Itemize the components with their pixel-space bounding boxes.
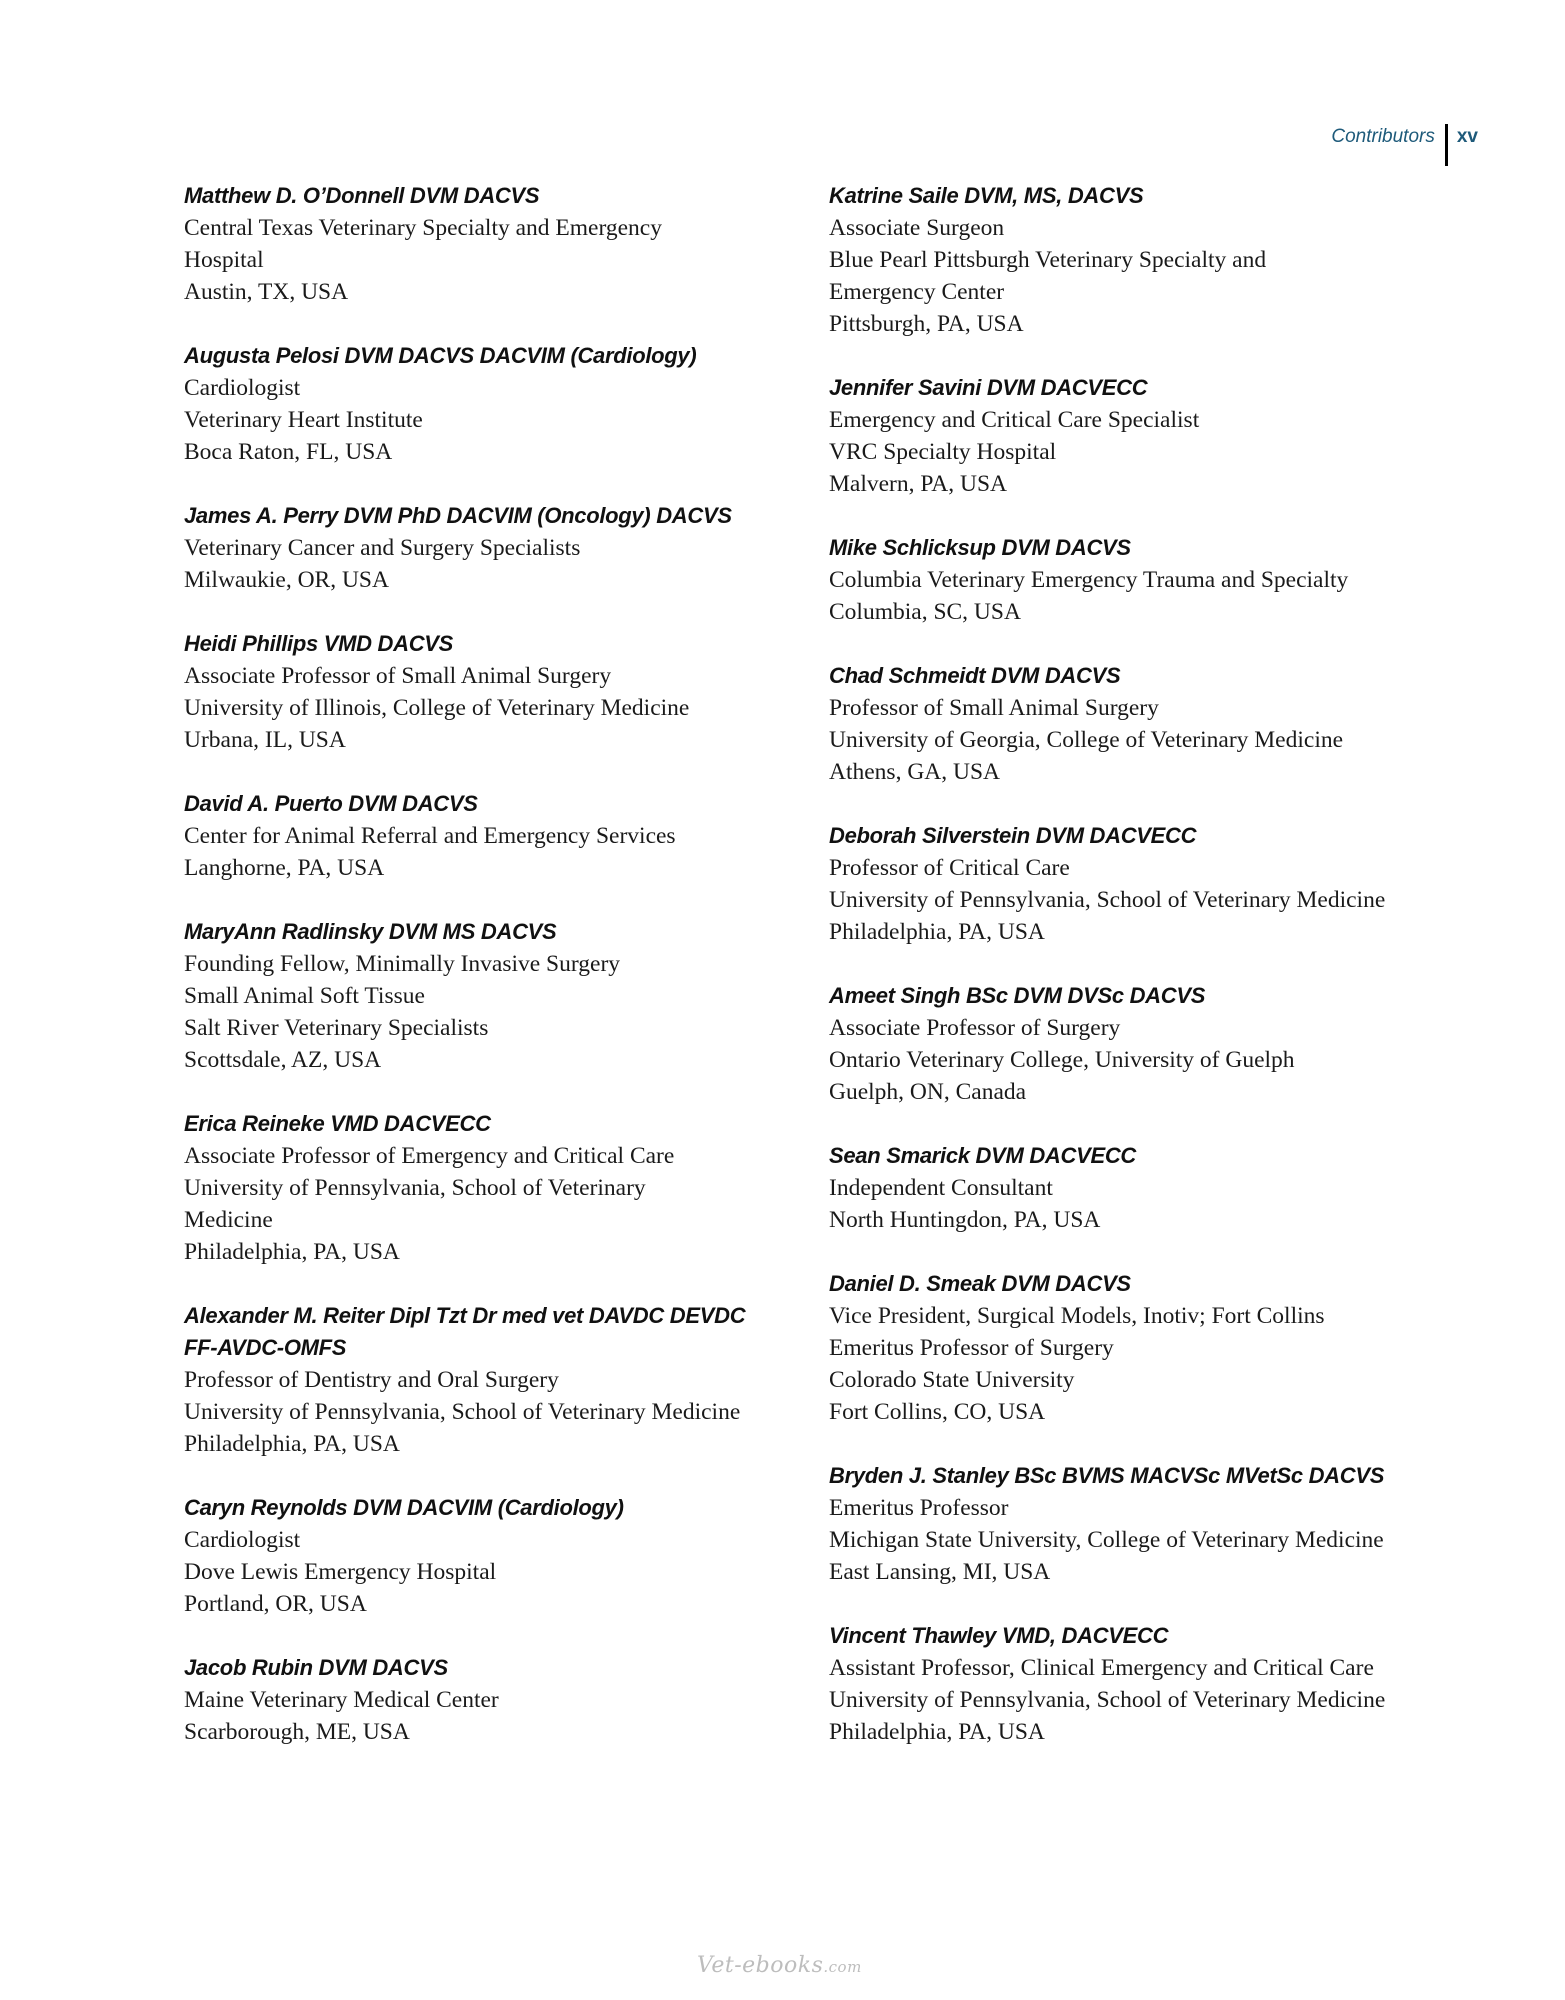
affiliation-line: Blue Pearl Pittsburgh Veterinary Specialty and — [829, 247, 1267, 273]
affiliation-line: University of Georgia, College of Veterinary Medicine — [829, 727, 1344, 753]
location-line: Scottsdale, AZ, USA — [184, 1047, 382, 1073]
location-line: Austin, TX, USA — [184, 279, 349, 305]
affiliation-line: Veterinary Cancer and Surgery Specialists — [184, 535, 581, 561]
contributor-entry — [184, 340, 804, 468]
contributor-entry — [184, 1492, 804, 1620]
location-line: North Huntingdon, PA, USA — [829, 1207, 1101, 1233]
contributors-left-column — [184, 180, 804, 1780]
location-line: Philadelphia, PA, USA — [184, 1431, 400, 1457]
contributor-entry — [184, 500, 804, 596]
section-title: Contributors — [1331, 126, 1435, 147]
affiliation-line: University of Illinois, College of Veterinary Medicine — [184, 695, 690, 721]
affiliation-line: Emeritus Professor — [829, 1495, 1009, 1521]
location-line: East Lansing, MI, USA — [829, 1559, 1051, 1585]
contributor-entry — [829, 820, 1459, 948]
affiliation-line: Cardiologist — [184, 1527, 301, 1553]
contributor-name: Katrine Saile DVM, MS, DACVS — [829, 183, 1144, 208]
contributor-name: MaryAnn Radlinsky DVM MS DACVS — [184, 919, 557, 944]
contributor-name: Jennifer Savini DVM DACVECC — [829, 375, 1148, 400]
contributor-name: Chad Schmeidt DVM DACVS — [829, 663, 1121, 688]
affiliation-line: Colorado State University — [829, 1367, 1075, 1393]
location-line: Philadelphia, PA, USA — [829, 919, 1045, 945]
contributor-name: Daniel D. Smeak DVM DACVS — [829, 1271, 1131, 1296]
location-line: Fort Collins, CO, USA — [829, 1399, 1046, 1425]
affiliation-line: University of Pennsylvania, School of Veterinary — [184, 1175, 646, 1201]
contributor-name: Deborah Silverstein DVM DACVECC — [829, 823, 1197, 848]
contributor-entry — [829, 1140, 1459, 1236]
affiliation-line: Professor of Critical Care — [829, 855, 1070, 881]
contributor-name: Jacob Rubin DVM DACVS — [184, 1655, 448, 1680]
affiliation-line: Vice President, Surgical Models, Inotiv; Fort Collins — [829, 1303, 1325, 1329]
affiliation-line: Ontario Veterinary College, University of Guelph — [829, 1047, 1295, 1073]
contributor-name: Sean Smarick DVM DACVECC — [829, 1143, 1137, 1168]
contributor-name: Mike Schlicksup DVM DACVS — [829, 535, 1131, 560]
contributor-entry — [184, 1300, 804, 1460]
affiliation-line: Small Animal Soft Tissue — [184, 983, 425, 1009]
location-line: Urbana, IL, USA — [184, 727, 346, 753]
contributor-entry — [829, 1620, 1459, 1748]
contributor-entry — [184, 788, 804, 884]
contributor-name: David A. Puerto DVM DACVS — [184, 791, 478, 816]
affiliation-line: Associate Professor of Small Animal Surgery — [184, 663, 612, 689]
contributor-entry — [829, 1460, 1459, 1588]
affiliation-line: Independent Consultant — [829, 1175, 1053, 1201]
affiliation-line: University of Pennsylvania, School of Veterinary Medicine — [184, 1399, 741, 1425]
watermark-text: Vet-ebooks — [697, 1953, 824, 1978]
affiliation-line: Associate Professor of Emergency and Critical Care — [184, 1143, 675, 1169]
affiliation-line: Columbia Veterinary Emergency Trauma and Specialty — [829, 567, 1349, 593]
affiliation-line: Maine Veterinary Medical Center — [184, 1687, 499, 1713]
contributor-entry — [829, 1268, 1459, 1428]
contributor-entry — [829, 660, 1459, 788]
contributor-name: Matthew D. O’Donnell DVM DACVS — [184, 183, 540, 208]
affiliation-line: University of Pennsylvania, School of Veterinary Medicine — [829, 887, 1386, 913]
location-line: Portland, OR, USA — [184, 1591, 367, 1617]
contributor-name: Heidi Phillips VMD DACVS — [184, 631, 454, 656]
affiliation-line: Medicine — [184, 1207, 273, 1233]
running-head — [1331, 124, 1478, 166]
affiliation-line: Associate Surgeon — [829, 215, 1005, 241]
affiliation-line: Cardiologist — [184, 375, 301, 401]
contributor-name: Alexander M. Reiter Dipl Tzt Dr med vet DAVDC DEVDC — [184, 1303, 746, 1328]
contributor-name: Vincent Thawley VMD, DACVECC — [829, 1623, 1169, 1648]
affiliation-line: Salt River Veterinary Specialists — [184, 1015, 489, 1041]
contributor-entry — [184, 628, 804, 756]
location-line: Malvern, PA, USA — [829, 471, 1008, 497]
affiliation-line: Assistant Professor, Clinical Emergency and Critical Care — [829, 1655, 1374, 1681]
affiliation-line: Central Texas Veterinary Specialty and Emergency — [184, 215, 662, 241]
contributor-name: Ameet Singh BSc DVM DVSc DACVS — [829, 983, 1206, 1008]
affiliation-line: Michigan State University, College of Veterinary Medicine — [829, 1527, 1384, 1553]
affiliation-line: Founding Fellow, Minimally Invasive Surgery — [184, 951, 621, 977]
affiliation-line: Professor of Dentistry and Oral Surgery — [184, 1367, 559, 1393]
location-line: Guelph, ON, Canada — [829, 1079, 1027, 1105]
location-line: Langhorne, PA, USA — [184, 855, 385, 881]
contributor-name-continued: FF-AVDC-OMFS — [184, 1335, 347, 1360]
contributor-entry — [184, 916, 804, 1076]
contributor-name: Erica Reineke VMD DACVECC — [184, 1111, 491, 1136]
affiliation-line: Veterinary Heart Institute — [184, 407, 423, 433]
contributor-entry — [184, 180, 804, 308]
contributor-entry — [184, 1108, 804, 1268]
affiliation-line: Emergency and Critical Care Specialist — [829, 407, 1200, 433]
contributor-name: Caryn Reynolds DVM DACVIM (Cardiology) — [184, 1495, 624, 1520]
location-line: Pittsburgh, PA, USA — [829, 311, 1024, 337]
contributor-name: James A. Perry DVM PhD DACVIM (Oncology) DACVS — [184, 503, 732, 528]
location-line: Athens, GA, USA — [829, 759, 1001, 785]
affiliation-line: Emeritus Professor of Surgery — [829, 1335, 1114, 1361]
location-line: Milwaukie, OR, USA — [184, 567, 389, 593]
contributor-entry — [829, 532, 1459, 628]
watermark-logo — [697, 1953, 862, 1978]
watermark-suffix: .com — [823, 1958, 862, 1976]
contributor-entry — [829, 980, 1459, 1108]
location-line: Columbia, SC, USA — [829, 599, 1021, 625]
contributor-entry — [829, 372, 1459, 500]
affiliation-line: Professor of Small Animal Surgery — [829, 695, 1159, 721]
location-line: Boca Raton, FL, USA — [184, 439, 393, 465]
location-line: Scarborough, ME, USA — [184, 1719, 410, 1745]
affiliation-line: Center for Animal Referral and Emergency Services — [184, 823, 676, 849]
page-number: xv — [1456, 126, 1478, 147]
location-line: Philadelphia, PA, USA — [184, 1239, 400, 1265]
location-line: Philadelphia, PA, USA — [829, 1719, 1045, 1745]
affiliation-line: Associate Professor of Surgery — [829, 1015, 1121, 1041]
contributor-name: Bryden J. Stanley BSc BVMS MACVSc MVetSc DACVS — [829, 1463, 1385, 1488]
contributor-name: Augusta Pelosi DVM DACVS DACVIM (Cardiology) — [184, 343, 697, 368]
affiliation-line: Emergency Center — [829, 279, 1005, 305]
contributor-entry — [829, 180, 1459, 340]
contributor-entry — [184, 1652, 804, 1748]
affiliation-line: University of Pennsylvania, School of Veterinary Medicine — [829, 1687, 1386, 1713]
affiliation-line: Hospital — [184, 247, 264, 273]
affiliation-line: Dove Lewis Emergency Hospital — [184, 1559, 497, 1585]
contributors-right-column — [829, 180, 1459, 1780]
affiliation-line: VRC Specialty Hospital — [829, 439, 1057, 465]
